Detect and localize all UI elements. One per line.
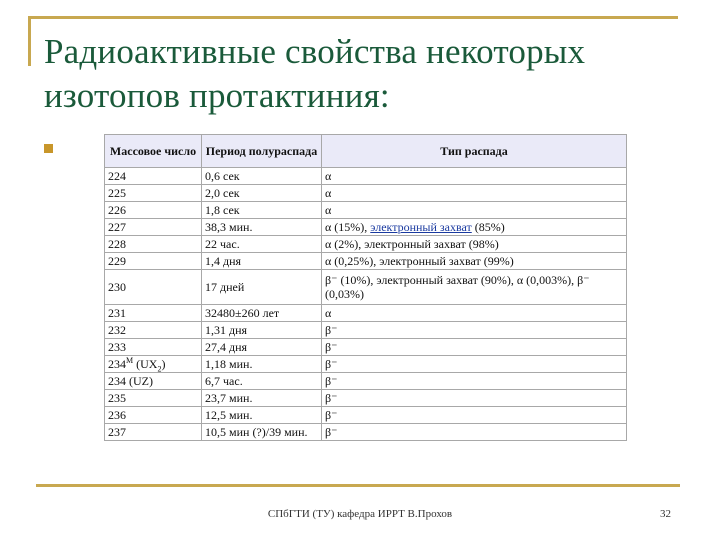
decay-text: (85%): [471, 220, 505, 234]
cell-mass: [105, 356, 202, 373]
table-row: [105, 236, 627, 253]
decay-text: α (15%),: [325, 220, 371, 234]
cell-decay: β⁻: [322, 390, 627, 407]
cell-decay: β⁻: [322, 356, 627, 373]
cell-half-life: 17 дней: [202, 270, 322, 305]
cell-half-life: 1,4 дня: [202, 253, 322, 270]
slide-title: Радиоактивные свойства некоторых изотопов протактиния:: [44, 32, 586, 115]
header-mass-number: Массовое число: [105, 135, 202, 168]
header-half-life: Период полураспада: [202, 135, 322, 168]
table-row: [105, 356, 627, 373]
cell-half-life: 10,5 мин (?)/39 мин.: [202, 424, 322, 441]
cell-half-life: 22 час.: [202, 236, 322, 253]
cell-decay: α (0,25%), электронный захват (99%): [322, 253, 627, 270]
top-accent-rule: [28, 16, 678, 19]
cell-mass: 236: [105, 407, 202, 424]
bottom-accent-rule: [36, 484, 680, 487]
cell-mass: 231: [105, 305, 202, 322]
cell-half-life: 12,5 мин.: [202, 407, 322, 424]
isotope-table: [104, 134, 627, 441]
cell-decay: α: [322, 168, 627, 185]
header-decay-type: Тип распада: [322, 135, 627, 168]
bullet-square-icon: [44, 144, 53, 153]
mass-suffix: ): [161, 357, 166, 371]
table-row: [105, 373, 627, 390]
table-header-row: [105, 135, 627, 168]
cell-half-life: 1,18 мин.: [202, 356, 322, 373]
cell-decay: α: [322, 185, 627, 202]
mass-base: 234: [108, 357, 126, 371]
table-row: [105, 270, 627, 305]
cell-mass: 233: [105, 339, 202, 356]
table-row: [105, 322, 627, 339]
cell-mass: 230: [105, 270, 202, 305]
cell-mass: 229: [105, 253, 202, 270]
cell-half-life: 2,0 сек: [202, 185, 322, 202]
cell-decay: α: [322, 202, 627, 219]
table-row: [105, 202, 627, 219]
cell-mass: 232: [105, 322, 202, 339]
cell-half-life: 1,8 сек: [202, 202, 322, 219]
table-row: [105, 253, 627, 270]
cell-decay: β⁻: [322, 407, 627, 424]
table-row: [105, 424, 627, 441]
cell-mass: 234 (UZ): [105, 373, 202, 390]
cell-decay: β⁻ (10%), электронный захват (90%), α (0,003%), β⁻ (0,03%): [322, 270, 627, 305]
cell-half-life: 32480±260 лет: [202, 305, 322, 322]
cell-mass: 227: [105, 219, 202, 236]
table-row: [105, 219, 627, 236]
table-row: [105, 390, 627, 407]
page-number: 32: [660, 508, 671, 520]
cell-decay: β⁻: [322, 322, 627, 339]
cell-decay: β⁻: [322, 373, 627, 390]
left-accent-rule: [28, 16, 31, 66]
cell-decay: α (2%), электронный захват (98%): [322, 236, 627, 253]
cell-half-life: 0,6 сек: [202, 168, 322, 185]
cell-decay: β⁻: [322, 424, 627, 441]
table-row: [105, 168, 627, 185]
mass-suffix: (UX: [133, 357, 158, 371]
table-row: [105, 185, 627, 202]
isotope-table-container: [104, 134, 627, 441]
cell-half-life: 1,31 дня: [202, 322, 322, 339]
cell-mass: 235: [105, 390, 202, 407]
table-row: [105, 407, 627, 424]
cell-half-life: 6,7 час.: [202, 373, 322, 390]
cell-decay: α: [322, 305, 627, 322]
cell-mass: 225: [105, 185, 202, 202]
cell-mass: 228: [105, 236, 202, 253]
footer-text: СПбГТИ (ТУ) кафедра ИРРТ В.Прохов: [267, 508, 453, 520]
cell-mass: 224: [105, 168, 202, 185]
table-row: [105, 339, 627, 356]
mass-subscript: 2: [157, 364, 162, 374]
table-row: [105, 305, 627, 322]
cell-mass: 237: [105, 424, 202, 441]
cell-half-life: 23,7 мин.: [202, 390, 322, 407]
cell-decay: [322, 219, 627, 236]
cell-half-life: 27,4 дня: [202, 339, 322, 356]
electron-capture-link[interactable]: электронный захват: [370, 220, 472, 234]
mass-superscript: M: [126, 356, 134, 365]
cell-half-life: 38,3 мин.: [202, 219, 322, 236]
cell-mass: 226: [105, 202, 202, 219]
cell-decay: β⁻: [322, 339, 627, 356]
